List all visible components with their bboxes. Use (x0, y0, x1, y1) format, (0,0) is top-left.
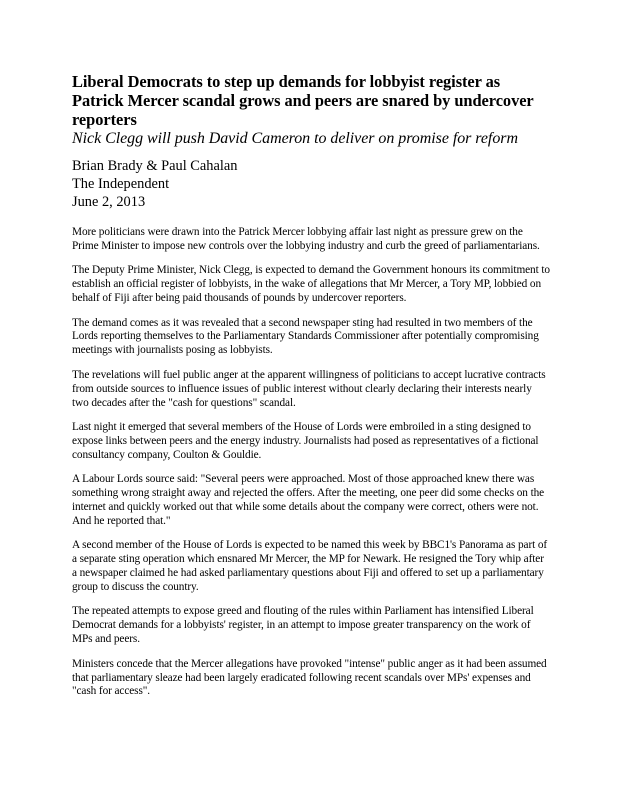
article-headline: Liberal Democrats to step up demands for lobbyist register as Patrick Mercer scandal grows and peers are snared by undercover reporters (72, 72, 534, 129)
article-paragraph: The Deputy Prime Minister, Nick Clegg, is expected to demand the Government honours its commitment to establish an official register of lobbyists, in the wake of allegations that Mr Mercer, a Tory MP, lobbied on behalf of Fiji after being paid thousands of pounds by undercover reporters. (72, 264, 550, 305)
article-page (72, 72, 550, 710)
article-byline (72, 157, 550, 211)
article-paragraph: More politicians were drawn into the Patrick Mercer lobbying affair last night as pressure grew on the Prime Minister to impose new controls over the lobbying industry and curb the greed of parliamentarians. (72, 226, 540, 252)
article-publication: The Independent (72, 176, 170, 192)
article-paragraph: The demand comes as it was revealed that a second newspaper sting had resulted in two members of the Lords reporting themselves to the Parliamentary Standards Commissioner after potentially compromising meetings with journalists posing as lobbyists. (72, 316, 539, 357)
article-authors: Brian Brady & Paul Cahalan (72, 158, 238, 174)
article-paragraph: The revelations will fuel public anger at the apparent willingness of politicians to accept lucrative contracts from outside sources to influence issues of public interest without clearly declaring their interests nearly two decades after the "cash for questions" scandal. (72, 368, 546, 409)
article-paragraph: Last night it emerged that several members of the House of Lords were embroiled in a sting designed to expose links between peers and the energy industry. Journalists had posed as representatives of a fictional consultancy company, Coulton & Gouldie. (72, 420, 539, 461)
article-paragraph: The repeated attempts to expose greed and flouting of the rules within Parliament has intensified Liberal Democrat demands for a lobbyists' register, in an attempt to impose greater transparency on the work of MPs and peers. (72, 605, 534, 646)
article-subheadline: Nick Clegg will push David Cameron to deliver on promise for reform (72, 130, 518, 147)
article-paragraph: Ministers concede that the Mercer allegations have provoked "intense" public anger as it had been assumed that parliamentary sleaze had been largely eradicated following recent scandals over MPs' expenses and "cash for access". (72, 657, 547, 698)
article-paragraph: A second member of the House of Lords is expected to be named this week by BBC1's Panorama as part of a separate sting operation which ensnared Mr Mercer, the MP for Newark. He resigned the Tory whip after a newspaper claimed he had asked parliamentary questions about Fiji and offered to set up a parliamentary group to discuss the country. (72, 539, 548, 594)
article-body (72, 226, 550, 699)
article-date: June 2, 2013 (72, 194, 146, 210)
article-paragraph: A Labour Lords source said: "Several peers were approached. Most of those approached knew there was something wrong straight away and rejected the offers. After the meeting, one peer did some checks on the internet and quickly worked out that while some details about the company were correct, others were not. And he reported that." (72, 473, 545, 527)
